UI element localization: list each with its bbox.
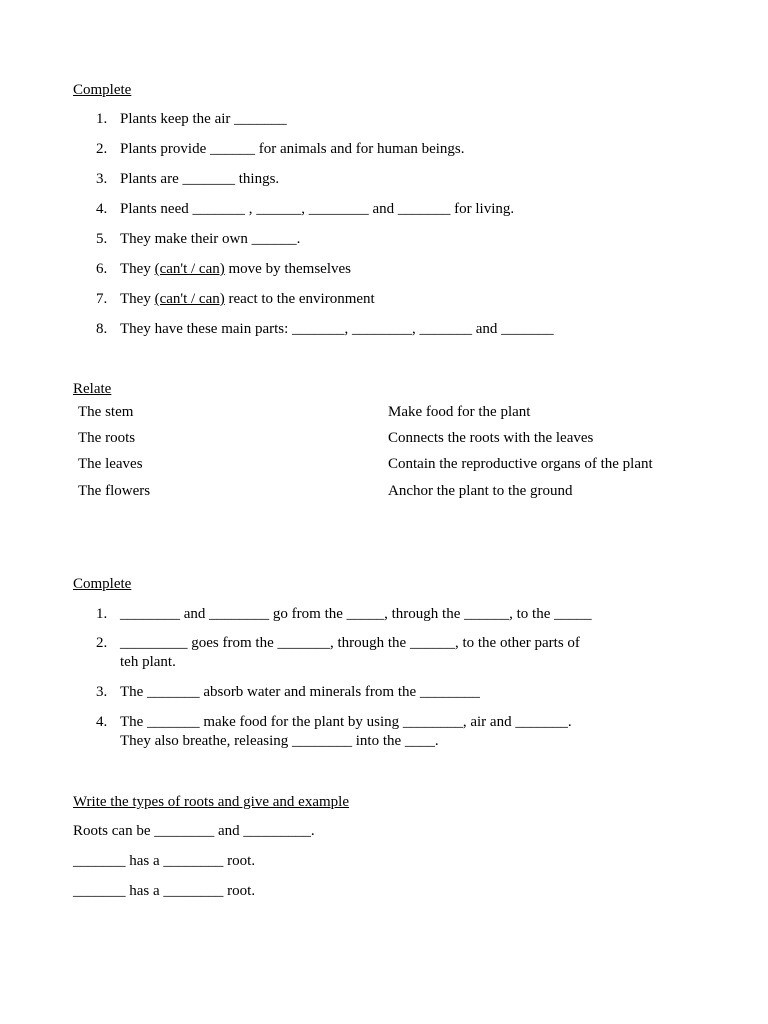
relate-right-cell: Connects the roots with the leaves — [388, 429, 594, 446]
question-text: move by themselves — [224, 261, 351, 277]
item-number: 2. — [96, 141, 108, 157]
question-text: Plants are _______ things. — [120, 171, 280, 187]
relate-left-cell: The leaves — [78, 456, 143, 473]
item-number: 3. — [96, 171, 108, 187]
relate-left-cell: The stem — [78, 403, 134, 420]
relate-right-cell: Contain the reproductive organs of the plant — [388, 456, 653, 473]
relate-right-cell: Anchor the plant to the ground — [388, 482, 573, 499]
item-number: 2. — [96, 635, 108, 651]
roots-line: _______ has a ________ root. — [73, 853, 256, 869]
question-text-continued: teh plant. — [120, 654, 176, 670]
question-text-continued: They also breathe, releasing ________ into the ____. — [120, 733, 439, 749]
item-number: 1. — [96, 111, 108, 127]
question-text: _________ goes from the _______, through the ______, to the other parts of — [120, 635, 580, 651]
question-text: react to the environment — [224, 291, 375, 307]
list-item — [73, 320, 554, 350]
list-item — [73, 230, 554, 260]
item-number: 8. — [96, 321, 108, 337]
relate-table — [73, 399, 653, 504]
question-text: The _______ absorb water and minerals from the ________ — [120, 684, 480, 700]
roots-line: _______ has a ________ root. — [73, 883, 256, 899]
list-item — [73, 260, 554, 290]
item-number: 1. — [96, 606, 108, 622]
choice-text: (can't / can) — [154, 261, 225, 277]
item-number: 7. — [96, 291, 108, 307]
question-text: They — [120, 291, 155, 307]
list-item — [73, 290, 554, 320]
section1-heading: Complete — [73, 82, 132, 98]
table-row — [73, 399, 653, 425]
question-text: Plants need _______ , ______, ________ and _______ for living. — [120, 201, 515, 217]
question-text: They — [120, 261, 155, 277]
relate-left-cell: The roots — [78, 429, 136, 446]
list-item — [73, 634, 592, 683]
question-text: ________ and ________ go from the _____, through the ______, to the _____ — [120, 606, 592, 622]
table-row — [73, 425, 653, 451]
item-number: 5. — [96, 231, 108, 247]
item-number: 4. — [96, 201, 108, 217]
table-row — [73, 452, 653, 478]
question-text: They have these main parts: _______, ________, _______ and _______ — [120, 321, 554, 337]
choice-text: (can't / can) — [154, 291, 225, 307]
roots-line: Roots can be ________ and _________. — [73, 823, 315, 839]
question-text: They make their own ______. — [120, 231, 301, 247]
relate-right-cell: Make food for the plant — [388, 403, 531, 420]
section1-list — [73, 110, 554, 350]
table-row — [73, 478, 653, 504]
question-text: Plants provide ______ for animals and for human beings. — [120, 141, 465, 157]
section2-heading: Relate — [73, 381, 112, 397]
section4-heading: Write the types of roots and give and example — [73, 794, 349, 810]
section3-heading: Complete — [73, 576, 132, 592]
list-item — [73, 110, 554, 140]
list-item — [73, 683, 592, 713]
section3-list — [73, 605, 592, 753]
list-item — [73, 170, 554, 200]
item-number: 6. — [96, 261, 108, 277]
question-text: Plants keep the air _______ — [120, 111, 287, 127]
list-item — [73, 605, 592, 634]
relate-left-cell: The flowers — [78, 482, 151, 499]
list-item — [73, 140, 554, 170]
item-number: 4. — [96, 714, 108, 730]
question-text: The _______ make food for the plant by using ________, air and _______. — [120, 714, 572, 730]
list-item — [73, 713, 592, 753]
list-item — [73, 200, 554, 230]
item-number: 3. — [96, 684, 108, 700]
